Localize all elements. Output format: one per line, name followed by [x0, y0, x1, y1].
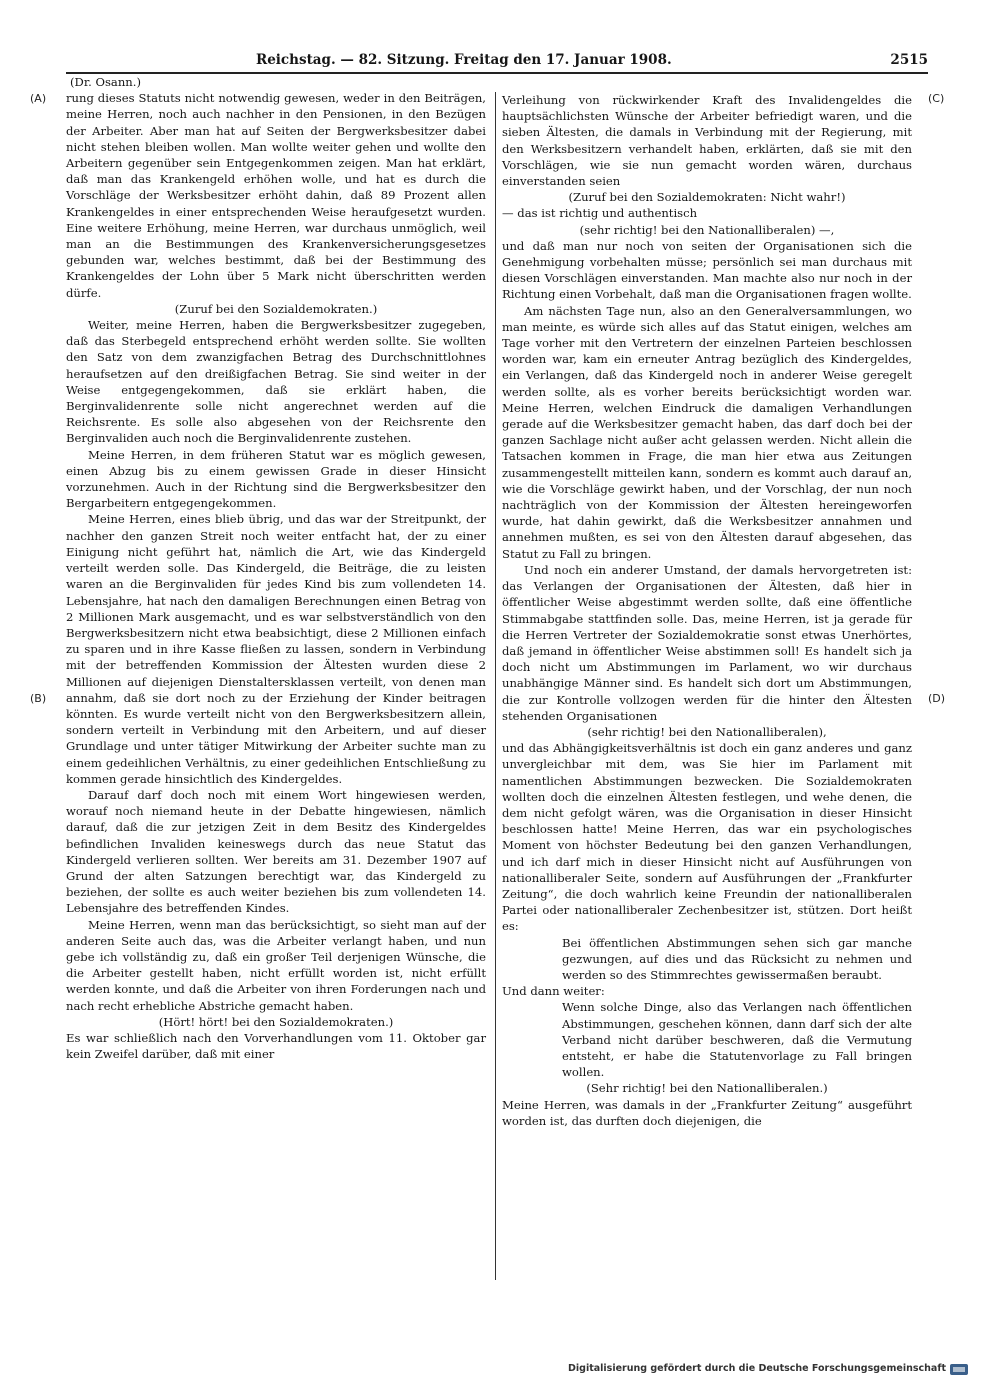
- margin-marker-d: (D): [928, 692, 946, 705]
- right-paragraph-11: Wenn solche Dinge, also das Verlangen nach öffentlichen Abstimmungen, geschehen können, dann darf sich der alte Verband nicht darüber beschweren, daß die Vermutung entsteht, er habe die Statutenvorlage zu Fall bringen wollen.: [562, 1000, 912, 1080]
- page-number: 2515: [890, 52, 928, 68]
- footer: [568, 1362, 968, 1376]
- left-paragraph-6: Darauf darf doch noch mit einem Wort hingewiesen werden, worauf noch niemand heute in der Debatte hingewiesen, nämlich darauf, daß die zur jetzigen Zeit in dem Besitz des Kindergeldes befindlichen Invaliden keineswegs durch das neue Statut das Kindergeld verlieren sollten. Wer bereits am 31. Dezember 1907 auf Grund der alten Satzungen berechtigt war, das Kindergeld zu beziehen, der sollte es auch weiter beziehen bis zum vollendeten 14. Lebensjahre des betreffenden Kindes.: [66, 787, 486, 916]
- left-paragraph-5: Meine Herren, eines blieb übrig, und das war der Streitpunkt, der nachher den ganzen Streit noch weiter entfacht hat, der zu einer Einigung nicht geführt hat, nämlich die Art, wie das Kindergeld verteilt werden solle. Das Kindergeld, die Beiträge, die zu leisten waren an die Berginvaliden für jedes Kind bis zum vollendeten 14. Lebensjahre, hat nach den damaligen Berechnungen einen Betrag von 2 Millionen Mark ausgemacht, und es war selbstverständlich von den Bergwerksbesitzern nicht etwa beabsichtigt, diese 2 Millionen einfach zu sparen und in ihre Kasse fließen zu lassen, sondern in Verbindung mit der betreffenden Kommission der Ältesten wurden diese 2 Millionen auf diejenigen Dienstaltersklassen verteilt, von denen man annahm, daß sie dort noch zu der Erziehung der Kinder beitragen könnten. Es wurde verteilt nicht von den Bergwerksbesitzern allein, sondern verteilt in Verbindung mit den Arbeitern, und auf dieser Grundlage und unter tätiger Mitwirkung der Arbeiter suchte man zu einem gedeihlichen Verhältnis, zu einer gedeihlichen Entschließung zu kommen gerade hinsichtlich des Kindergeldes.: [66, 512, 486, 786]
- right-paragraph-1: (Zuruf bei den Sozialdemokraten: Nicht wahr!): [568, 190, 846, 205]
- page-header: [66, 50, 928, 70]
- left-paragraph-4: Meine Herren, in dem früheren Statut war es möglich gewesen, einen Abzug bis zu einem gewissen Grade in dieser Hinsicht vorzunehmen. Auch in der Richtung sind die Bergwerksbesitzer den Bergarbeitern entgegengekommen.: [66, 447, 486, 511]
- right-paragraph-8: und das Abhängigkeitsverhältnis ist doch ein ganz anderes und ganz unvergleichbar mit dem, was Sie hier im Parlament mit namentlichen Abstimmungen bezwecken. Die Sozialdemokraten wollten doch die einzelnen Ältesten festlegen, und wehe denen, die dem nicht gefolgt wären, was die Organisation in dieser Hinsicht beschlossen hatte! Meine Herren, das war ein psychologisches Moment von höchster Bedeutung bei den ganzen Verhandlungen, und ich darf mich in dieser Hinsicht nicht auf Ausführungen von nationalliberaler Seite, sondern auf Ausführungen der „Frankfurter Zeitung“, die doch wahrlich keine Freundin der nationalliberalen Partei oder nationalliberaler Zechenbesitzer ist, stützen. Dort heißt es:: [502, 741, 912, 934]
- right-paragraph-9: Bei öffentlichen Abstimmungen sehen sich gar manche gezwungen, auf dies und das Rücksicht zu nehmen und werden so des Stimmrechtes gewissermaßen beraubt.: [562, 935, 912, 982]
- right-paragraph-10: Und dann weiter:: [502, 984, 605, 999]
- column-divider: [495, 92, 496, 1280]
- left-paragraph-0: (Dr. Osann.): [70, 75, 141, 89]
- left-paragraph-1: rung dieses Statuts nicht notwendig gewesen, weder in den Beiträgen, meine Herren, noch auch nachher in den Pensionen, in den Bezügen der Arbeiter. Aber man hat auf Seiten der Bergwerksbesitzer dabei nicht stehen bleiben wollen. Man wollte weiter gehen und wollte den Arbeitern gegenüber sein Entgegenkommen zeigen. Man hat erklärt, daß man das Krankengeld erhöhen wolle, und hat es durch die Vorschläge der Werksbesitzer erhöht dahin, daß 89 Prozent allen Krankengeldes in einer entsprechenden Weise heraufgesetzt wurden. Eine weitere Erhöhung, meine Herren, war durchaus unmöglich, weil man an die Bestimmungen des Krankenversicherungsgesetzes gebunden war, welches bestimmt, daß bei der Bestimmung des Krankengeldes der Lohn über 5 Mark nicht überschritten werden dürfe.: [66, 91, 486, 300]
- right-paragraph-5: Am nächsten Tage nun, also an den Generalversammlungen, wo man meinte, es würde sich alles auf das Statut einigen, welches am Tage vorher mit den Vertretern der einzelnen Parteien beschlossen worden war, kam ein erneuter Antrag bezüglich des Kindergeldes, ein Verlangen, daß das Kindergeld noch in anderer Weise geregelt werden sollte, als es vorher bereits berücksichtigt worden war. Meine Herren, welchen Eindruck die damaligen Verhandlungen gerade auf die Werksbesitzer gemacht haben, das darf doch bei der ganzen Sachlage nicht außer acht gelassen werden. Nicht allein die Tatsachen kommen in Frage, die man hier etwa aus Zeitungen zusammengestellt mitteilen kann, sondern es kommt auch darauf an, wie die Vorschläge gewirkt haben, und der Vorschlag, der nun noch nachträglich von der Kommission der Ältesten hereingeworfen wurde, hat dahin gewirkt, daß die Werksbesitzer annahmen und annehmen mußten, es sei von den Ältesten darauf abgesehen, das Statut zu Fall zu bringen.: [502, 303, 912, 561]
- margin-marker-a: (A): [30, 92, 47, 105]
- right-paragraph-0: Verleihung von rückwirkender Kraft des Invalidengeldes die hauptsächlichsten Wünsche der Arbeiter befriedigt waren, und die sieben Ältesten, die damals in Verbindung mit der Regierung, mit den Werksbesitzern verhandelt haben, erklärten, daß sie mit den Vorschlägen, wie sie nun gemacht worden wären, durchaus einverstanden seien: [502, 93, 912, 189]
- right-paragraph-4: und daß man nur noch von seiten der Organisationen sich die Genehmigung vorbehalten müsse; persönlich sei man durchaus mit diesen Vorschlägen einverstanden. Man machte also nur noch in der Richtung einen Vorbehalt, daß man die Organisationen fragen wollte.: [502, 238, 912, 302]
- footer-credit: Digitalisierung gefördert durch die Deutsche Forschungsgemeinschaft: [568, 1363, 946, 1374]
- right-paragraph-13: Meine Herren, was damals in der „Frankfurter Zeitung“ ausgeführt worden ist, das durften doch diejenigen, die: [502, 1097, 912, 1128]
- left-paragraph-9: Es war schließlich nach den Vorverhandlungen vom 11. Oktober gar kein Zweifel darüber, daß mit einer: [66, 1030, 486, 1062]
- left-paragraph-3: Weiter, meine Herren, haben die Bergwerksbesitzer zugegeben, daß das Sterbegeld entsprechend erhöht werden sollte. Sie wollten den Satz von dem zwanzigfachen Betrag des Durchschnittlohnes heraufsetzen auf den dreißigfachen Betrag. Sie sind weiter in der Weise entgegengekommen, daß sie erklärt haben, die Berginvalidenrente solle nicht angerechnet werden auf die Reichsrente. Es solle also abgesehen von der Reichsrente den Berginvaliden auch noch die Berginvalidenrente zustehen.: [66, 318, 486, 446]
- running-head: Reichstag. — 82. Sitzung. Freitag den 17. Januar 1908.: [256, 52, 672, 68]
- right-paragraph-7: (sehr richtig! bei den Nationalliberalen),: [587, 724, 827, 739]
- right-paragraph-12: (Sehr richtig! bei den Nationalliberalen.): [586, 1081, 828, 1096]
- right-paragraph-6: Und noch ein anderer Umstand, der damals hervorgetreten ist: das Verlangen der Organisationen der Ältesten, daß hier in öffentlicher Weise abgestimmt werden sollte, daß eine öffentliche Stimmabgabe stattfinden solle. Das, meine Herren, ist ja gerade für die Herren Vertreter der Sozialdemokratie sonst etwas Unerhörtes, daß jemand in öffentlicher Weise abstimmen soll! Es handelt sich ja doch nicht um Abstimmungen im Parlament, wo wir durchaus unabhängige Männer sind. Es handelt sich dort um Abstimmungen, die zur Kontrolle vollzogen werden für die hinter den Ältesten stehenden Organisationen: [502, 562, 912, 723]
- left-column: [66, 74, 486, 1062]
- margin-marker-b: (B): [30, 692, 47, 705]
- left-paragraph-2: (Zuruf bei den Sozialdemokraten.): [174, 301, 378, 316]
- right-column: [502, 92, 912, 1129]
- right-paragraph-3: (sehr richtig! bei den Nationalliberalen) —,: [579, 222, 835, 237]
- left-paragraph-7: Meine Herren, wenn man das berücksichtigt, so sieht man auf der anderen Seite auch das, was die Arbeiter verlangt haben, und nun gebe ich vollständig zu, daß ein großer Teil derjenigen Wünsche, die die Arbeiter gestellt haben, nicht erfüllt worden ist, nicht erfüllt werden konnte, und daß die Arbeiter von ihren Forderungen nach und nach recht erhebliche Abstriche gemacht haben.: [66, 917, 486, 1013]
- right-paragraph-2: — das ist richtig und authentisch: [502, 206, 698, 221]
- dfg-logo-icon: [950, 1364, 968, 1375]
- left-paragraph-8: (Hört! hört! bei den Sozialdemokraten.): [158, 1014, 394, 1029]
- margin-marker-c: (C): [928, 92, 945, 105]
